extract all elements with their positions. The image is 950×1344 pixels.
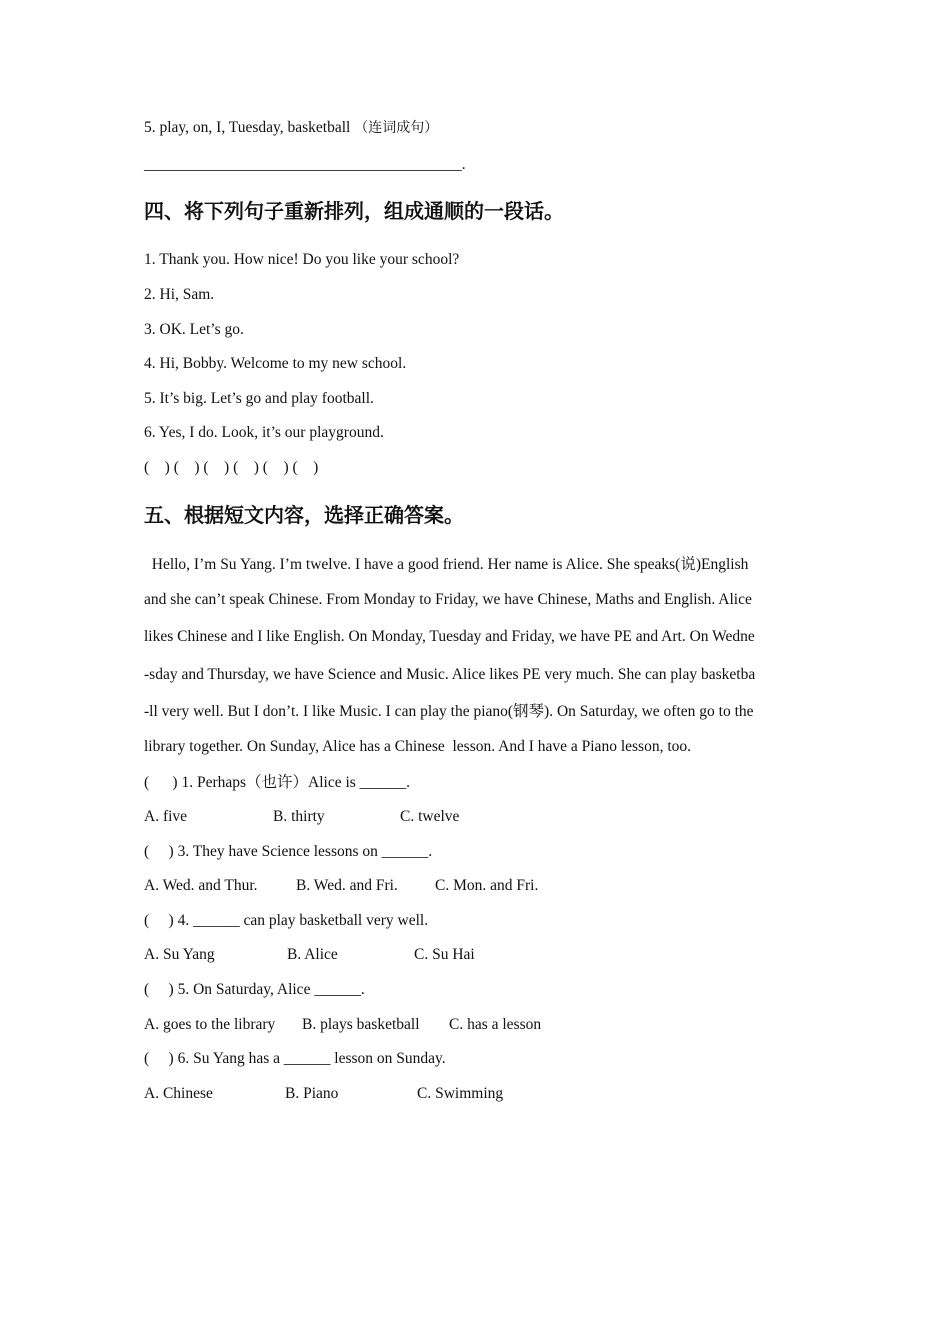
q5-answer-line[interactable]: _________________________________________. bbox=[144, 156, 466, 173]
option-b[interactable]: B. Wed. and Fri. bbox=[296, 877, 398, 894]
section4-sentence: 3. OK. Let’s go. bbox=[144, 321, 244, 338]
question-stem[interactable]: ( ) 5. On Saturday, Alice ______. bbox=[144, 981, 365, 998]
question-stem[interactable]: ( ) 6. Su Yang has a ______ lesson on Sunday. bbox=[144, 1050, 446, 1067]
option-a[interactable]: A. Wed. and Thur. bbox=[144, 877, 258, 894]
section4-answer-blanks[interactable]: ( ) ( ) ( ) ( ) ( ) ( ) bbox=[144, 459, 319, 476]
q5-reorder-prompt bbox=[144, 118, 438, 138]
option-a[interactable]: A. Su Yang bbox=[144, 946, 215, 963]
option-a[interactable]: A. five bbox=[144, 808, 188, 825]
section4-sentence: 5. It’s big. Let’s go and play football. bbox=[144, 390, 374, 407]
option-c[interactable]: C. twelve bbox=[400, 808, 460, 825]
section4-heading: 四、将下列句子重新排列，组成通顺的一段话。 bbox=[144, 199, 564, 223]
section4-sentence: 2. Hi, Sam. bbox=[144, 286, 215, 303]
option-b[interactable]: B. Alice bbox=[287, 946, 338, 963]
option-c[interactable]: C. Mon. and Fri. bbox=[435, 877, 539, 894]
option-a[interactable]: A. Chinese bbox=[144, 1085, 213, 1102]
passage-line: and she can’t speak Chinese. From Monday to Friday, we have Chinese, Maths and English. Alice bbox=[144, 591, 752, 608]
section5-heading: 五、根据短文内容，选择正确答案。 bbox=[144, 503, 464, 527]
question-stem[interactable]: ( ) 3. They have Science lessons on ______. bbox=[144, 843, 433, 860]
option-c[interactable]: C. has a lesson bbox=[449, 1016, 542, 1033]
passage-line: -sday and Thursday, we have Science and Music. Alice likes PE very much. She can play basketba bbox=[144, 666, 756, 683]
question-stem[interactable]: ( ) 1. Perhaps（也许）Alice is ______. bbox=[144, 774, 411, 791]
section4-sentence: 1. Thank you. How nice! Do you like your school? bbox=[144, 251, 460, 268]
option-b[interactable]: B. plays basketball bbox=[302, 1016, 420, 1033]
option-a[interactable]: A. goes to the library bbox=[144, 1016, 276, 1033]
section4-sentence: 6. Yes, I do. Look, it’s our playground. bbox=[144, 424, 384, 441]
passage-line: likes Chinese and I like English. On Monday, Tuesday and Friday, we have PE and Art. On Wedne bbox=[144, 628, 755, 645]
q5-prompt-text: 5. play, on, I, Tuesday, basketball bbox=[144, 119, 355, 136]
option-c[interactable]: C. Swimming bbox=[417, 1085, 504, 1102]
passage-line: library together. On Sunday, Alice has a Chinese lesson. And I have a Piano lesson, too. bbox=[144, 738, 691, 755]
option-c[interactable]: C. Su Hai bbox=[414, 946, 475, 963]
passage-line: -ll very well. But I don’t. I like Music. I can play the piano(钢琴). On Saturday, we often go to the bbox=[144, 703, 754, 720]
section4-sentence: 4. Hi, Bobby. Welcome to my new school. bbox=[144, 355, 407, 372]
question-stem[interactable]: ( ) 4. ______ can play basketball very well. bbox=[144, 912, 429, 929]
option-b[interactable]: B. Piano bbox=[285, 1085, 339, 1102]
passage-line: Hello, I’m Su Yang. I’m twelve. I have a good friend. Her name is Alice. She speaks(说)English bbox=[144, 556, 749, 573]
q5-hint-text: （连词成句） bbox=[354, 120, 439, 136]
option-b[interactable]: B. thirty bbox=[273, 808, 325, 825]
